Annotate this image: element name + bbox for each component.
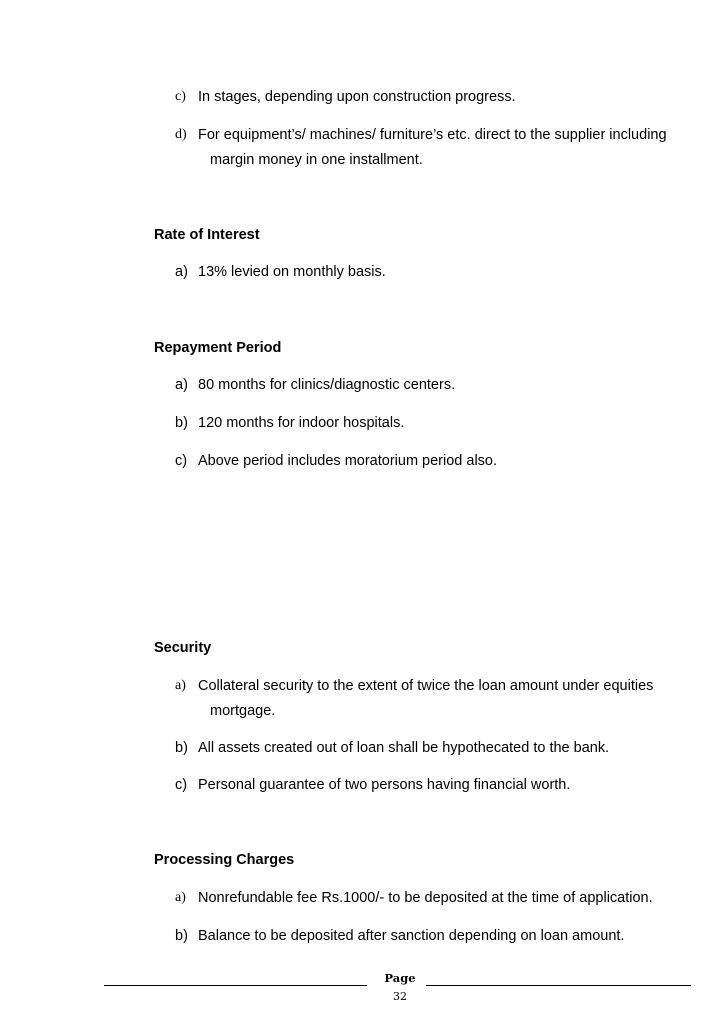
list-marker: a) bbox=[175, 678, 186, 693]
list-item-text: 80 months for clinics/diagnostic centers. bbox=[198, 377, 456, 393]
list-item-text: Balance to be deposited after sanction depending on loan amount. bbox=[198, 928, 625, 944]
list-marker: c) bbox=[175, 777, 188, 793]
footer-rule-right bbox=[426, 985, 691, 986]
list-item-text: Collateral security to the extent of twice the loan amount under equities bbox=[198, 678, 654, 694]
list-item-text: For equipment’s/ machines/ furniture’s etc. direct to the supplier including bbox=[198, 127, 667, 143]
footer-rule-left bbox=[104, 985, 367, 986]
list-item-continuation: mortgage. bbox=[210, 703, 276, 719]
page-label: Page bbox=[384, 971, 416, 985]
list-marker: a) bbox=[175, 377, 188, 393]
page-number: 32 bbox=[393, 990, 407, 1003]
section-heading-repayment-period: Repayment Period bbox=[154, 340, 282, 356]
list-marker: c) bbox=[175, 453, 188, 469]
list-item-text: Above period includes moratorium period also. bbox=[198, 453, 498, 469]
list-marker: a) bbox=[175, 890, 186, 905]
list-item-text: 13% levied on monthly basis. bbox=[198, 264, 386, 280]
list-marker: b) bbox=[175, 740, 188, 756]
list-marker: b) bbox=[175, 415, 188, 431]
list-item-text: All assets created out of loan shall be hypothecated to the bank. bbox=[198, 740, 610, 756]
list-item-text: Personal guarantee of two persons having financial worth. bbox=[198, 777, 571, 793]
section-heading-security: Security bbox=[154, 640, 212, 656]
list-item-text: In stages, depending upon construction progress. bbox=[198, 89, 516, 105]
list-marker: a) bbox=[175, 264, 188, 280]
list-marker: b) bbox=[175, 928, 188, 944]
list-marker: c) bbox=[175, 89, 186, 104]
list-item-text: Nonrefundable fee Rs.1000/- to be deposited at the time of application. bbox=[198, 890, 653, 906]
section-heading-rate-of-interest: Rate of Interest bbox=[154, 227, 260, 243]
list-item-continuation: margin money in one installment. bbox=[210, 152, 423, 168]
section-heading-processing-charges: Processing Charges bbox=[154, 852, 295, 868]
list-item-text: 120 months for indoor hospitals. bbox=[198, 415, 405, 431]
list-marker: d) bbox=[175, 127, 187, 142]
